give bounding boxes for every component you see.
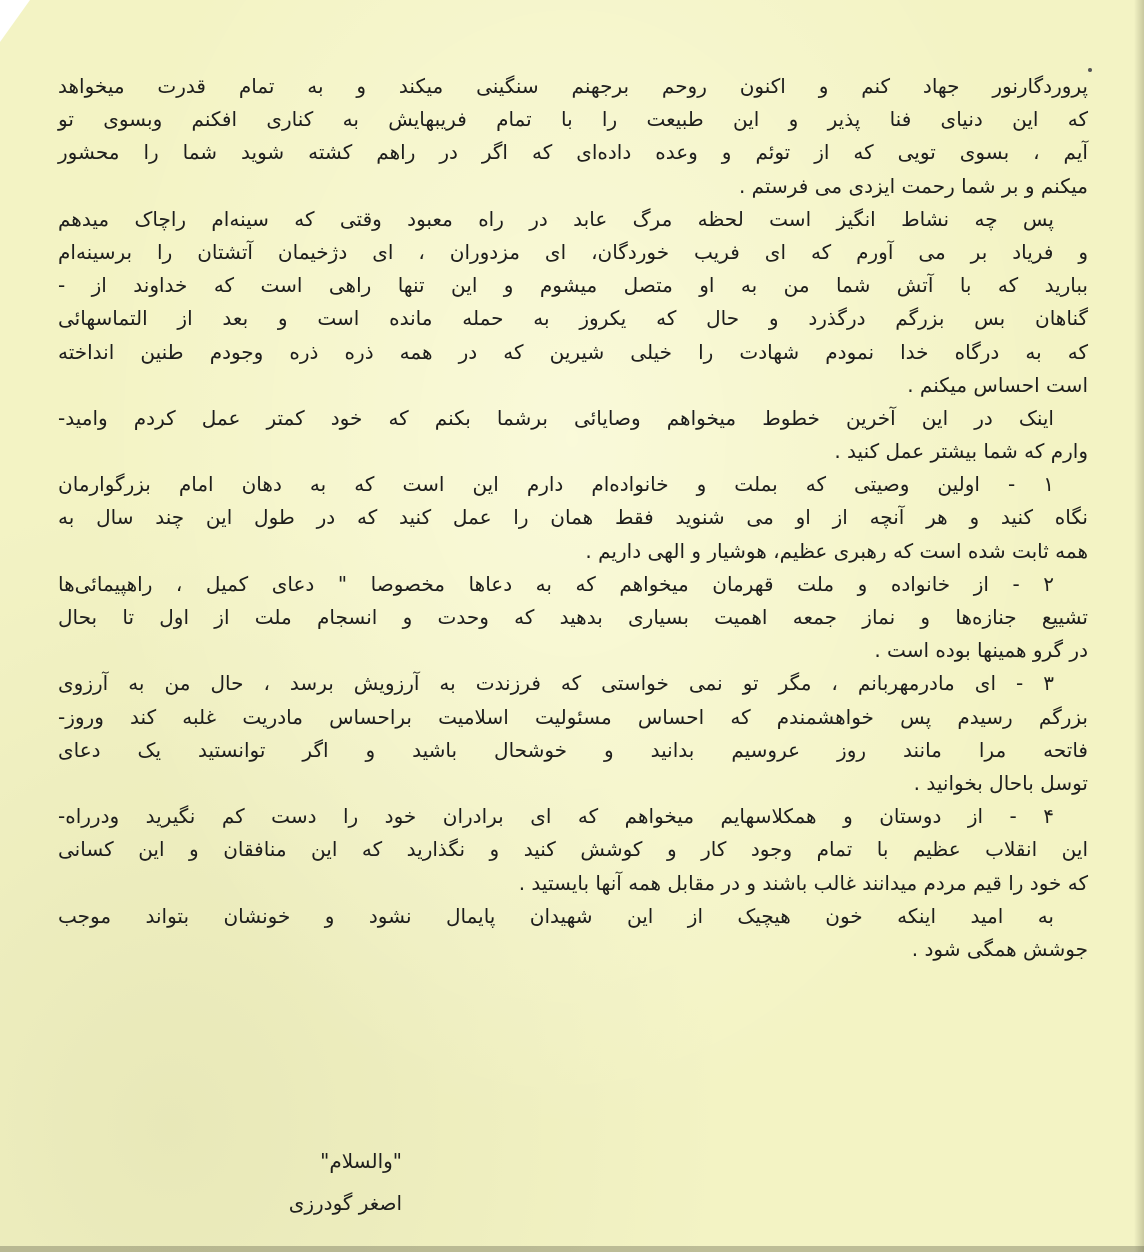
text-line: اینک در این آخرین خطوط میخواهم وصایائی برشما بکنم که خود کمتر عمل کردم وامید- xyxy=(58,405,1054,430)
text-line: فاتحه مرا مانند روز عروسیم بدانید و خوشحال باشید و اگر توانستید یک دعای xyxy=(58,737,1088,762)
text-line: که خود را قیم مردم میدانند غالب باشند و در مقابل همه آنها بایستید . xyxy=(518,870,1088,895)
text-line: است احساس میکنم . xyxy=(907,372,1088,397)
text-line: توسل باحال بخوانید . xyxy=(913,770,1088,795)
paper-edge-shadow xyxy=(1134,0,1144,1252)
text-line: بزرگم رسیدم پس خواهشمندم که احساس مسئولیت اسلامیت براحساس مادریت غلبه کند وروز- xyxy=(58,704,1088,729)
torn-corner xyxy=(0,0,30,42)
paper-bottom-edge xyxy=(0,1246,1144,1252)
ink-speck xyxy=(1088,68,1092,72)
text-line: و فریاد بر می آورم که ای فریب خوردگان، ای مزدوران ، ای دژخیمان آتشتان را برسینه‌ام xyxy=(58,239,1088,264)
text-line: گناهان بس بزرگم درگذرد و حال که یکروز به حمله مانده است و بعد از التماسهائی xyxy=(58,306,1088,331)
text-line: ۲ - از خانواده و ملت قهرمان میخواهم که به دعاها مخصوصا " دعای کمیل ، راهپیمائی‌ها xyxy=(58,571,1054,596)
signature-block xyxy=(232,1140,402,1224)
text-line: ببارید که با آتش شما من به او متصل میشوم و این تنها راهی است که خداوند از - xyxy=(58,273,1088,298)
text-line: همه ثابت شده است که رهبری عظیم، هوشیار و الهی داریم . xyxy=(585,538,1088,563)
text-line: ۳ - ای مادرمهربانم ، مگر تو نمی خواستی که فرزندت به آرزویش برسد ، حال من به آرزوی xyxy=(58,671,1054,696)
text-line: نگاه کنید و هر آنچه از او می شنوید فقط همان را عمل کنید که در طول این چند سال به xyxy=(58,505,1088,530)
letter-body xyxy=(58,70,1088,966)
text-line: جوشش همگی شود . xyxy=(911,936,1088,961)
text-line: که این دنیای فنا پذیر و این طبیعت را با تمام فریبهایش به کناری افکنم وبسوی تو xyxy=(58,107,1088,132)
text-line: آیم ، بسوی تویی که از توئم و وعده داده‌ای که اگر در راهم کشته شوید شما را محشور xyxy=(58,140,1088,165)
text-line: در گرو همینها بوده است . xyxy=(874,638,1088,663)
text-line: پس چه نشاط انگیز است لحظه مرگ عابد در راه معبود وقتی که سینه‌ام راچاک میدهم xyxy=(58,206,1054,231)
text-line: ۴ - از دوستان و همکلاسهایم میخواهم که ای برادران خود را دست کم نگیرید ودرراه- xyxy=(58,804,1054,829)
text-line: میکنم و بر شما رحمت ایزدی می فرستم . xyxy=(738,173,1088,198)
text-line: این انقلاب عظیم با تمام وجود کار و کوشش کنید و نگذارید که این منافقان و این کسانی xyxy=(58,837,1088,862)
author-name: اصغر گودرزی xyxy=(288,1191,402,1215)
text-line: که به درگاه خدا نمودم شهادت را خیلی شیرین که در همه ذره ذره وجودم طنین انداخته xyxy=(58,339,1088,364)
closing-salutation: "والسلام" xyxy=(320,1149,402,1173)
text-line: وارم که شما بیشتر عمل کنید . xyxy=(834,439,1088,464)
text-line: به امید اینکه خون هیچیک از این شهیدان پایمال نشود و خونشان بتواند موجب xyxy=(58,903,1054,928)
text-line: ۱ - اولین وصیتی که بملت و خانواده‌ام دارم این است که به دهان امام بزرگوارمان xyxy=(58,472,1054,497)
text-line: تشییع جنازه‌ها و نماز جمعه اهمیت بسیاری بدهید که وحدت و انسجام ملت از اول تا بحال xyxy=(58,605,1088,629)
text-line: پروردگارنور جهاد کنم و اکنون روحم برجهنم سنگینی میکند و به تمام قدرت میخواهد xyxy=(58,74,1088,98)
